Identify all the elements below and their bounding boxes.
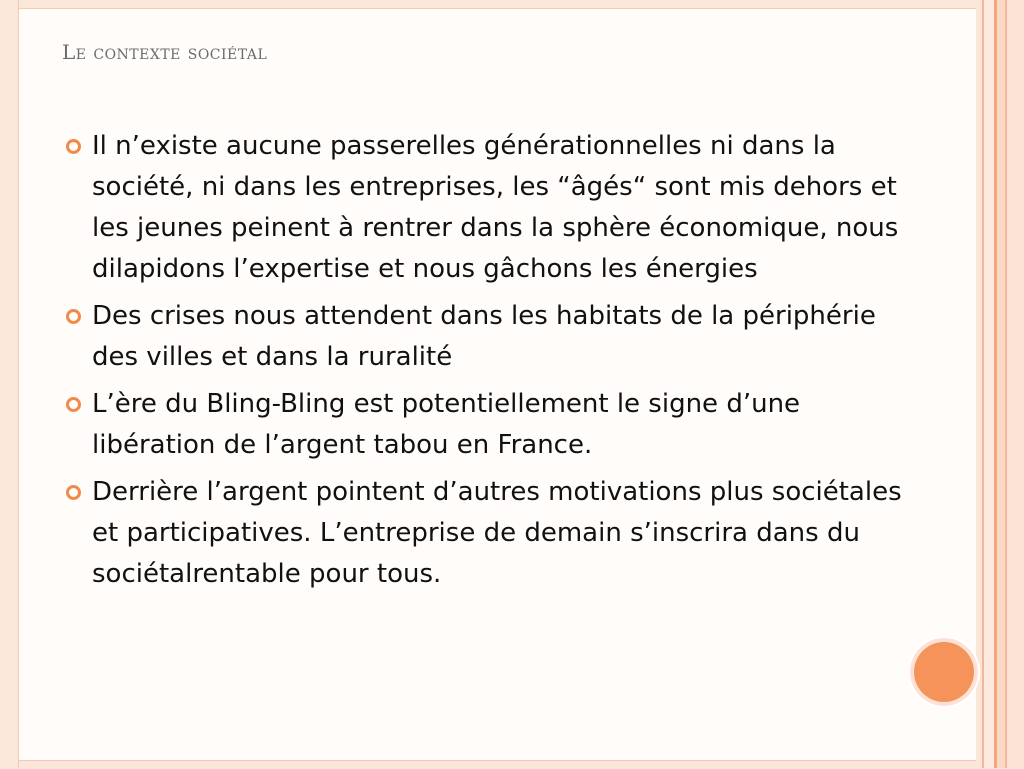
stripe bbox=[997, 0, 1005, 768]
bullet-item bbox=[62, 384, 922, 466]
frame-left-border bbox=[0, 0, 19, 768]
bullet-text: Des crises nous attendent dans les habitats de la périphérie des villes et dans la ruralité bbox=[92, 301, 876, 372]
slide-title: Le contexte sociétal bbox=[62, 40, 268, 64]
frame-top-border bbox=[0, 0, 1024, 9]
bullet-item bbox=[62, 296, 922, 378]
bullet-list bbox=[62, 126, 922, 601]
circle-bullet-icon bbox=[66, 139, 81, 154]
bullet-item bbox=[62, 472, 922, 595]
bullet-item bbox=[62, 126, 922, 290]
circle-bullet-icon bbox=[66, 485, 81, 500]
circle-bullet-icon bbox=[66, 397, 81, 412]
bullet-text: L’ère du Bling-Bling est potentiellement le signe d’une libération de l’argent tabou en France. bbox=[92, 389, 801, 460]
circle-bullet-icon bbox=[66, 309, 81, 324]
bullet-text: Il n’existe aucune passerelles générationnelles ni dans la société, ni dans les entreprises, les “âgés“ sont mis dehors et les jeunes peinent à rentrer dans la sphère économique, nous dilapidons l’expertise et nous gâchons les énergies bbox=[92, 131, 899, 284]
orange-circle-icon bbox=[914, 642, 974, 702]
bullet-text: Derrière l’argent pointent d’autres motivations plus sociétales et participatives. L’entreprise de demain s’inscrira dans du sociétalrentable pour tous. bbox=[92, 477, 902, 589]
stripe bbox=[1007, 0, 1024, 768]
right-decorative-stripes bbox=[976, 0, 1024, 768]
stripe bbox=[984, 0, 994, 768]
